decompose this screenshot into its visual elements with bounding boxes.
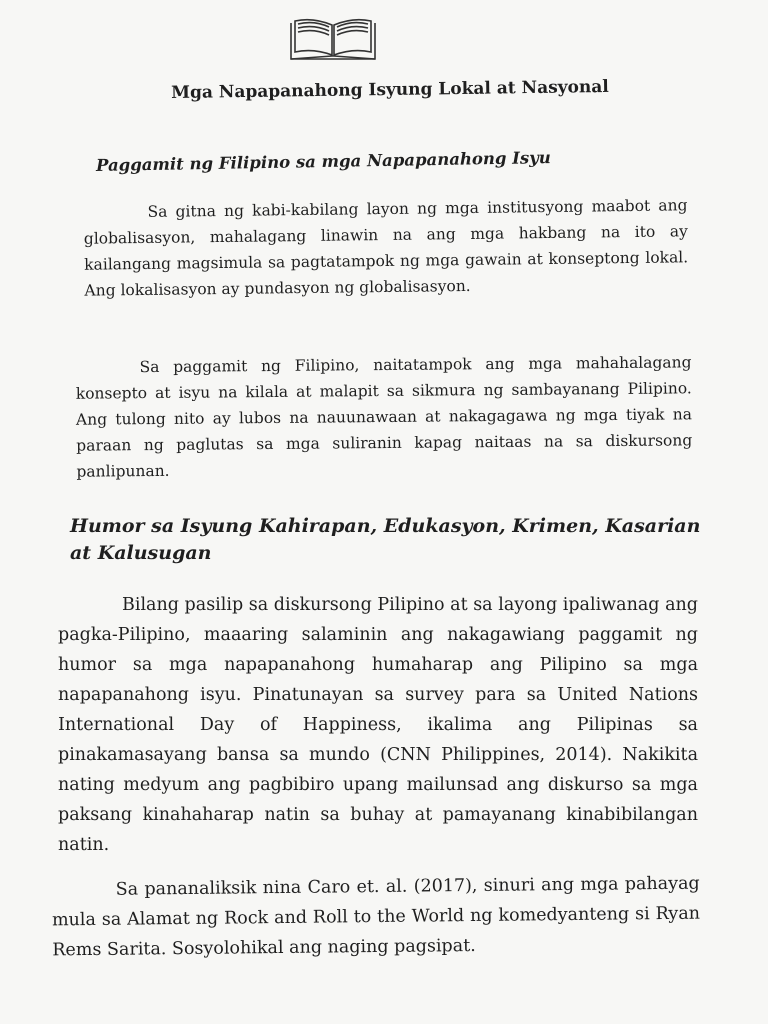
section-heading-humor: Humor sa Isyung Kahirapan, Edukasyon, Krimen, Kasarian at Kalusugan — [70, 515, 701, 564]
section-heading-filipino: Paggamit ng Filipino sa mga Napapanahong Isyu — [95, 148, 551, 175]
paragraph-text: Sa gitna ng kabi-kabilang layon ng mga institusyong maabot ang globalisasyon, mahalagang linawin na ang mga hakbang na ito ay kailangang magsimula sa pagtatampok ng mga gawain at konseptong lokal. Ang lokalisasyon ay pundasyon ng globalisasyon. — [83, 196, 689, 300]
paragraph — [75, 349, 692, 484]
paragraph-text: Sa pananaliksik nina Caro et. al. (2017), sinuri ang mga pahayag mula sa Alamat ng Rock and Roll to the World ng komedyanteng si Ryan Rems Sarita. Sosyolohikal ang naging pagsipat. — [51, 873, 701, 961]
paragraph — [58, 590, 698, 860]
open-book-icon — [285, 15, 381, 65]
paragraph — [52, 869, 701, 966]
paragraph — [83, 192, 688, 303]
paragraph-text: Bilang pasilip sa diskursong Pilipino at sa layong ipaliwanag ang pagka-Pilipino, maaaring salaminin ang nakagawiang paggamit ng humor sa mga napapanahong humaharap ang Pilipino sa mga napapanahong isyu. Pinatunayan sa survey para sa United Nations International Day of Happiness, ikalima ang Pilipinas sa pinakamasayang bansa sa mundo (CNN Philippines, 2014). Nakikita nating medyum ang pagbibiro upang mailunsad ang diskurso sa mga paksang kinahaharap natin sa buhay at pamayanang kinabibilangan natin. — [58, 595, 698, 855]
page-title: Mga Napapanahong Isyung Lokal at Nasyonal — [171, 76, 609, 104]
paragraph-text: Sa paggamit ng Filipino, naitatampok ang mga mahahalagang konsepto at isyu na kilala at malapit sa sikmura ng sambayanang Pilipino. Ang tulong nito ay lubos na nauunawaan at nakagagawa ng mga tiyak na paraan ng paglutas sa mga suliranin kapag naitaas na sa diskursong panlipunan. — [75, 353, 693, 481]
